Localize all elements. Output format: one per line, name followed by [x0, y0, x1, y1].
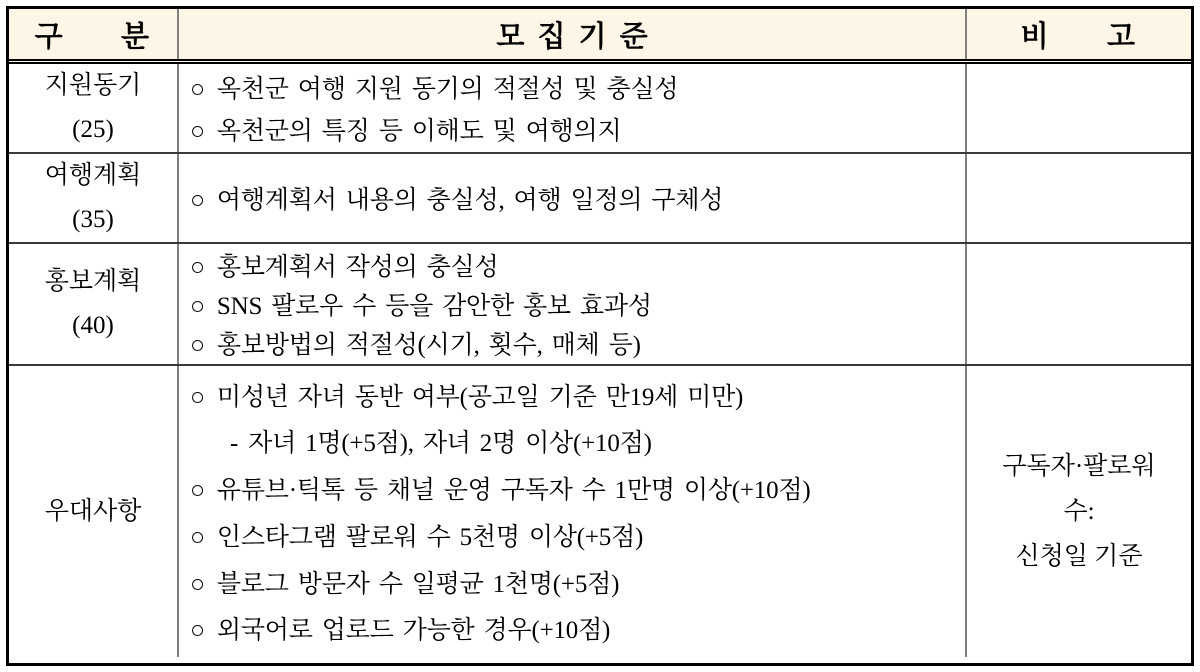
- remark-text: 신청일 기준: [1015, 543, 1143, 570]
- remark-text: 수:: [1063, 498, 1095, 525]
- table-row: [9, 242, 1191, 364]
- criteria-cell: [177, 154, 965, 242]
- criteria-cell: [177, 244, 965, 364]
- criteria-item: [190, 470, 961, 506]
- category-label: 우대사항: [44, 497, 142, 525]
- header-cell-category: 구 분: [34, 20, 152, 53]
- criteria-text: SNS 팔로우 수 등을 감안한 홍보 효과성: [216, 293, 652, 320]
- category-score: (25): [72, 116, 114, 143]
- criteria-text: 여행계획서 내용의 충실성, 여행 일정의 구체성: [216, 187, 724, 214]
- circle-bullet-icon: ○: [190, 383, 205, 411]
- criteria-text: 유튜브·틱톡 등 채널 운영 구독자 수 1만명 이상(+10점): [216, 477, 811, 505]
- criteria-item: [190, 69, 961, 105]
- category-cell: [9, 244, 177, 364]
- category-label: 홍보계획: [44, 268, 142, 295]
- header-cell-remark: 비 고: [965, 9, 1191, 59]
- remark-cell: [965, 154, 1191, 242]
- circle-bullet-icon: ○: [190, 76, 205, 104]
- category-cell: [9, 64, 177, 152]
- category-cell: [9, 366, 177, 657]
- criteria-text: 옥천군의 특징 등 이해도 및 여행의지: [216, 117, 622, 145]
- criteria-item: [190, 517, 961, 553]
- circle-bullet-icon: ○: [190, 477, 205, 505]
- header-cell-criteria: 모집기준: [177, 9, 965, 59]
- dash-bullet-icon: -: [230, 430, 239, 458]
- category-score: (40): [72, 312, 114, 339]
- criteria-text: 옥천군 여행 지원 동기의 적절성 및 충실성: [216, 76, 679, 104]
- circle-bullet-icon: ○: [190, 332, 205, 359]
- circle-bullet-icon: ○: [190, 293, 205, 320]
- circle-bullet-icon: ○: [190, 117, 205, 145]
- table-header-row: [9, 9, 1191, 64]
- criteria-item: [190, 180, 961, 216]
- remark-cell: [965, 244, 1191, 364]
- criteria-item: [190, 377, 961, 413]
- category-cell: [9, 154, 177, 242]
- criteria-text: 홍보계획서 작성의 충실성: [216, 254, 499, 281]
- circle-bullet-icon: ○: [190, 617, 205, 645]
- criteria-table: [6, 6, 1194, 666]
- criteria-subitem: [190, 423, 961, 459]
- criteria-cell: [177, 366, 965, 657]
- circle-bullet-icon: ○: [190, 254, 205, 281]
- criteria-text: 홍보방법의 적절성(시기, 횟수, 매체 등): [216, 332, 641, 359]
- criteria-text: 인스타그램 팔로워 수 5천명 이상(+5점): [216, 523, 644, 551]
- remark-cell: [965, 366, 1191, 657]
- table-row: [9, 64, 1191, 152]
- criteria-item: [190, 111, 961, 147]
- remark-cell: [965, 64, 1191, 152]
- circle-bullet-icon: ○: [190, 523, 205, 551]
- criteria-item: [190, 610, 961, 646]
- criteria-item: [190, 564, 961, 600]
- table-row: [9, 152, 1191, 242]
- category-label: 여행계획: [44, 162, 142, 189]
- criteria-item: [190, 286, 961, 322]
- criteria-cell: [177, 64, 965, 152]
- remark-text: 구독자·팔로워: [1002, 453, 1156, 480]
- criteria-text: 블로그 방문자 수 일평균 1천명(+5점): [216, 570, 620, 598]
- circle-bullet-icon: ○: [190, 187, 205, 214]
- criteria-text: 미성년 자녀 동반 여부(공고일 기준 만19세 미만): [216, 383, 744, 411]
- criteria-item: [190, 247, 961, 283]
- category-label: 지원동기: [44, 72, 142, 99]
- table-row: [9, 364, 1191, 657]
- category-score: (35): [72, 206, 114, 233]
- criteria-item: [190, 325, 961, 361]
- criteria-text: 자녀 1명(+5점), 자녀 2명 이상(+10점): [248, 430, 652, 458]
- circle-bullet-icon: ○: [190, 570, 205, 598]
- criteria-text: 외국어로 업로드 가능한 경우(+10점): [216, 617, 611, 645]
